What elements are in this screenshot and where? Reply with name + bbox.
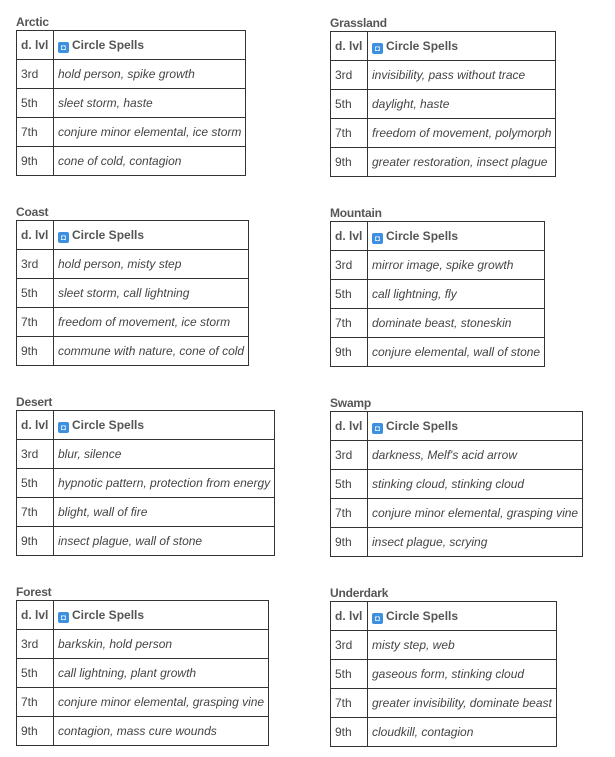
table-row bbox=[331, 718, 557, 747]
row-level: 3rd bbox=[331, 251, 368, 280]
row-spells: daylight, haste bbox=[368, 90, 556, 119]
circle-spells-icon: ◘ bbox=[58, 232, 69, 243]
row-level: 5th bbox=[331, 90, 368, 119]
circle-spells-forest bbox=[16, 584, 269, 746]
table-row bbox=[17, 688, 269, 717]
table-row bbox=[331, 280, 545, 309]
circle-spells-icon: ◘ bbox=[58, 42, 69, 53]
row-spells: blight, wall of fire bbox=[54, 498, 275, 527]
table-row bbox=[17, 308, 249, 337]
table-row bbox=[331, 499, 583, 528]
row-level: 5th bbox=[17, 659, 54, 688]
row-level: 7th bbox=[17, 118, 54, 147]
level-header: d. lvl bbox=[331, 32, 368, 61]
row-spells: contagion, mass cure wounds bbox=[54, 717, 269, 746]
table-row bbox=[17, 717, 269, 746]
table-row bbox=[17, 337, 249, 366]
table-row bbox=[331, 338, 545, 367]
table-row bbox=[331, 61, 556, 90]
spells-table bbox=[330, 31, 556, 177]
table-row bbox=[331, 470, 583, 499]
block-title: Grassland bbox=[330, 16, 387, 30]
table-header-row bbox=[17, 411, 275, 440]
row-spells: insect plague, wall of stone bbox=[54, 527, 275, 556]
table-row bbox=[17, 630, 269, 659]
row-spells: conjure minor elemental, ice storm bbox=[54, 118, 246, 147]
table-header-row bbox=[331, 602, 557, 631]
table-row bbox=[331, 660, 557, 689]
block-title: Arctic bbox=[16, 15, 49, 29]
row-level: 9th bbox=[17, 527, 54, 556]
row-level: 7th bbox=[331, 499, 368, 528]
level-header: d. lvl bbox=[17, 601, 54, 630]
row-spells: barkskin, hold person bbox=[54, 630, 269, 659]
block-title: Mountain bbox=[330, 206, 382, 220]
circle-spells-icon: ◘ bbox=[58, 422, 69, 433]
circle-spells-icon: ◘ bbox=[372, 233, 383, 244]
circle-spells-icon: ◘ bbox=[372, 423, 383, 434]
row-level: 3rd bbox=[331, 61, 368, 90]
spells-table bbox=[330, 601, 557, 747]
row-spells: commune with nature, cone of cold bbox=[54, 337, 249, 366]
level-header: d. lvl bbox=[331, 602, 368, 631]
row-spells: cone of cold, contagion bbox=[54, 147, 246, 176]
row-spells: sleet storm, call lightning bbox=[54, 279, 249, 308]
spells-header bbox=[368, 32, 556, 61]
row-spells: gaseous form, stinking cloud bbox=[368, 660, 557, 689]
table-row bbox=[17, 659, 269, 688]
spells-header bbox=[54, 601, 269, 630]
level-header: d. lvl bbox=[331, 222, 368, 251]
spells-header-label: Circle Spells bbox=[386, 608, 459, 623]
block-title: Coast bbox=[16, 205, 49, 219]
circle-spells-icon: ◘ bbox=[372, 613, 383, 624]
row-spells: greater restoration, insect plague bbox=[368, 148, 556, 177]
level-header: d. lvl bbox=[17, 411, 54, 440]
row-spells: freedom of movement, polymorph bbox=[368, 119, 556, 148]
spells-table bbox=[330, 411, 583, 557]
spells-table bbox=[16, 30, 246, 176]
row-spells: conjure elemental, wall of stone bbox=[368, 338, 545, 367]
row-spells: hypnotic pattern, protection from energy bbox=[54, 469, 275, 498]
spells-header-label: Circle Spells bbox=[72, 607, 145, 622]
table-row bbox=[17, 279, 249, 308]
row-level: 9th bbox=[17, 147, 54, 176]
table-header-row bbox=[17, 31, 246, 60]
row-spells: greater invisibility, dominate beast bbox=[368, 689, 557, 718]
row-level: 7th bbox=[331, 689, 368, 718]
row-level: 9th bbox=[331, 338, 368, 367]
spells-table bbox=[16, 220, 249, 366]
row-level: 9th bbox=[331, 148, 368, 177]
table-row bbox=[331, 631, 557, 660]
row-spells: call lightning, fly bbox=[368, 280, 545, 309]
row-level: 9th bbox=[331, 718, 368, 747]
table-row bbox=[331, 528, 583, 557]
table-row bbox=[17, 89, 246, 118]
spells-header-label: Circle Spells bbox=[386, 38, 459, 53]
row-spells: misty step, web bbox=[368, 631, 557, 660]
spells-header bbox=[368, 412, 583, 441]
row-spells: dominate beast, stoneskin bbox=[368, 309, 545, 338]
row-level: 3rd bbox=[17, 60, 54, 89]
row-spells: conjure minor elemental, grasping vine bbox=[54, 688, 269, 717]
block-title: Forest bbox=[16, 585, 52, 599]
row-spells: stinking cloud, stinking cloud bbox=[368, 470, 583, 499]
row-spells: blur, silence bbox=[54, 440, 275, 469]
row-level: 5th bbox=[17, 279, 54, 308]
table-row bbox=[17, 250, 249, 279]
circle-spells-coast bbox=[16, 204, 249, 366]
row-level: 3rd bbox=[17, 440, 54, 469]
row-spells: call lightning, plant growth bbox=[54, 659, 269, 688]
row-spells: invisibility, pass without trace bbox=[368, 61, 556, 90]
row-level: 3rd bbox=[331, 631, 368, 660]
row-spells: mirror image, spike growth bbox=[368, 251, 545, 280]
spells-header-label: Circle Spells bbox=[386, 228, 459, 243]
circle-spells-underdark bbox=[330, 585, 557, 747]
spells-table bbox=[16, 600, 269, 746]
row-level: 9th bbox=[17, 717, 54, 746]
row-level: 5th bbox=[17, 89, 54, 118]
spells-header-label: Circle Spells bbox=[72, 417, 145, 432]
row-level: 7th bbox=[17, 688, 54, 717]
row-level: 9th bbox=[331, 528, 368, 557]
spells-header-label: Circle Spells bbox=[72, 227, 145, 242]
table-row bbox=[17, 147, 246, 176]
row-level: 5th bbox=[331, 280, 368, 309]
table-header-row bbox=[17, 601, 269, 630]
table-row bbox=[331, 441, 583, 470]
spells-header bbox=[54, 31, 246, 60]
table-row bbox=[331, 251, 545, 280]
circle-spells-desert bbox=[16, 394, 275, 556]
table-row bbox=[17, 118, 246, 147]
row-level: 7th bbox=[331, 309, 368, 338]
level-header: d. lvl bbox=[17, 221, 54, 250]
table-row bbox=[17, 469, 275, 498]
row-spells: darkness, Melf's acid arrow bbox=[368, 441, 583, 470]
block-title: Desert bbox=[16, 395, 53, 409]
spells-table bbox=[330, 221, 545, 367]
spells-header bbox=[368, 222, 545, 251]
circle-spells-icon: ◘ bbox=[58, 612, 69, 623]
row-level: 3rd bbox=[331, 441, 368, 470]
spells-header-label: Circle Spells bbox=[72, 37, 145, 52]
circle-spells-arctic bbox=[16, 14, 246, 176]
table-row bbox=[17, 527, 275, 556]
spells-header bbox=[54, 411, 275, 440]
row-level: 3rd bbox=[17, 630, 54, 659]
table-row bbox=[331, 148, 556, 177]
circle-spells-grassland bbox=[330, 15, 556, 177]
table-row bbox=[17, 440, 275, 469]
level-header: d. lvl bbox=[331, 412, 368, 441]
row-level: 5th bbox=[331, 470, 368, 499]
table-row bbox=[331, 90, 556, 119]
row-level: 7th bbox=[331, 119, 368, 148]
spells-table bbox=[16, 410, 275, 556]
spells-header bbox=[54, 221, 249, 250]
circle-spells-mountain bbox=[330, 205, 545, 367]
table-row bbox=[331, 309, 545, 338]
spells-header bbox=[368, 602, 557, 631]
row-level: 5th bbox=[17, 469, 54, 498]
row-level: 7th bbox=[17, 498, 54, 527]
table-header-row bbox=[331, 412, 583, 441]
circle-spells-swamp bbox=[330, 395, 583, 557]
row-spells: hold person, spike growth bbox=[54, 60, 246, 89]
row-spells: conjure minor elemental, grasping vine bbox=[368, 499, 583, 528]
table-header-row bbox=[17, 221, 249, 250]
row-level: 5th bbox=[331, 660, 368, 689]
block-title: Swamp bbox=[330, 396, 372, 410]
circle-spells-icon: ◘ bbox=[372, 43, 383, 54]
row-spells: cloudkill, contagion bbox=[368, 718, 557, 747]
row-level: 9th bbox=[17, 337, 54, 366]
level-header: d. lvl bbox=[17, 31, 54, 60]
table-header-row bbox=[331, 222, 545, 251]
table-row bbox=[17, 60, 246, 89]
row-spells: hold person, misty step bbox=[54, 250, 249, 279]
table-row bbox=[331, 689, 557, 718]
block-title: Underdark bbox=[330, 586, 389, 600]
row-spells: freedom of movement, ice storm bbox=[54, 308, 249, 337]
row-spells: insect plague, scrying bbox=[368, 528, 583, 557]
row-spells: sleet storm, haste bbox=[54, 89, 246, 118]
row-level: 3rd bbox=[17, 250, 54, 279]
row-level: 7th bbox=[17, 308, 54, 337]
spells-header-label: Circle Spells bbox=[386, 418, 459, 433]
table-header-row bbox=[331, 32, 556, 61]
table-row bbox=[331, 119, 556, 148]
table-row bbox=[17, 498, 275, 527]
